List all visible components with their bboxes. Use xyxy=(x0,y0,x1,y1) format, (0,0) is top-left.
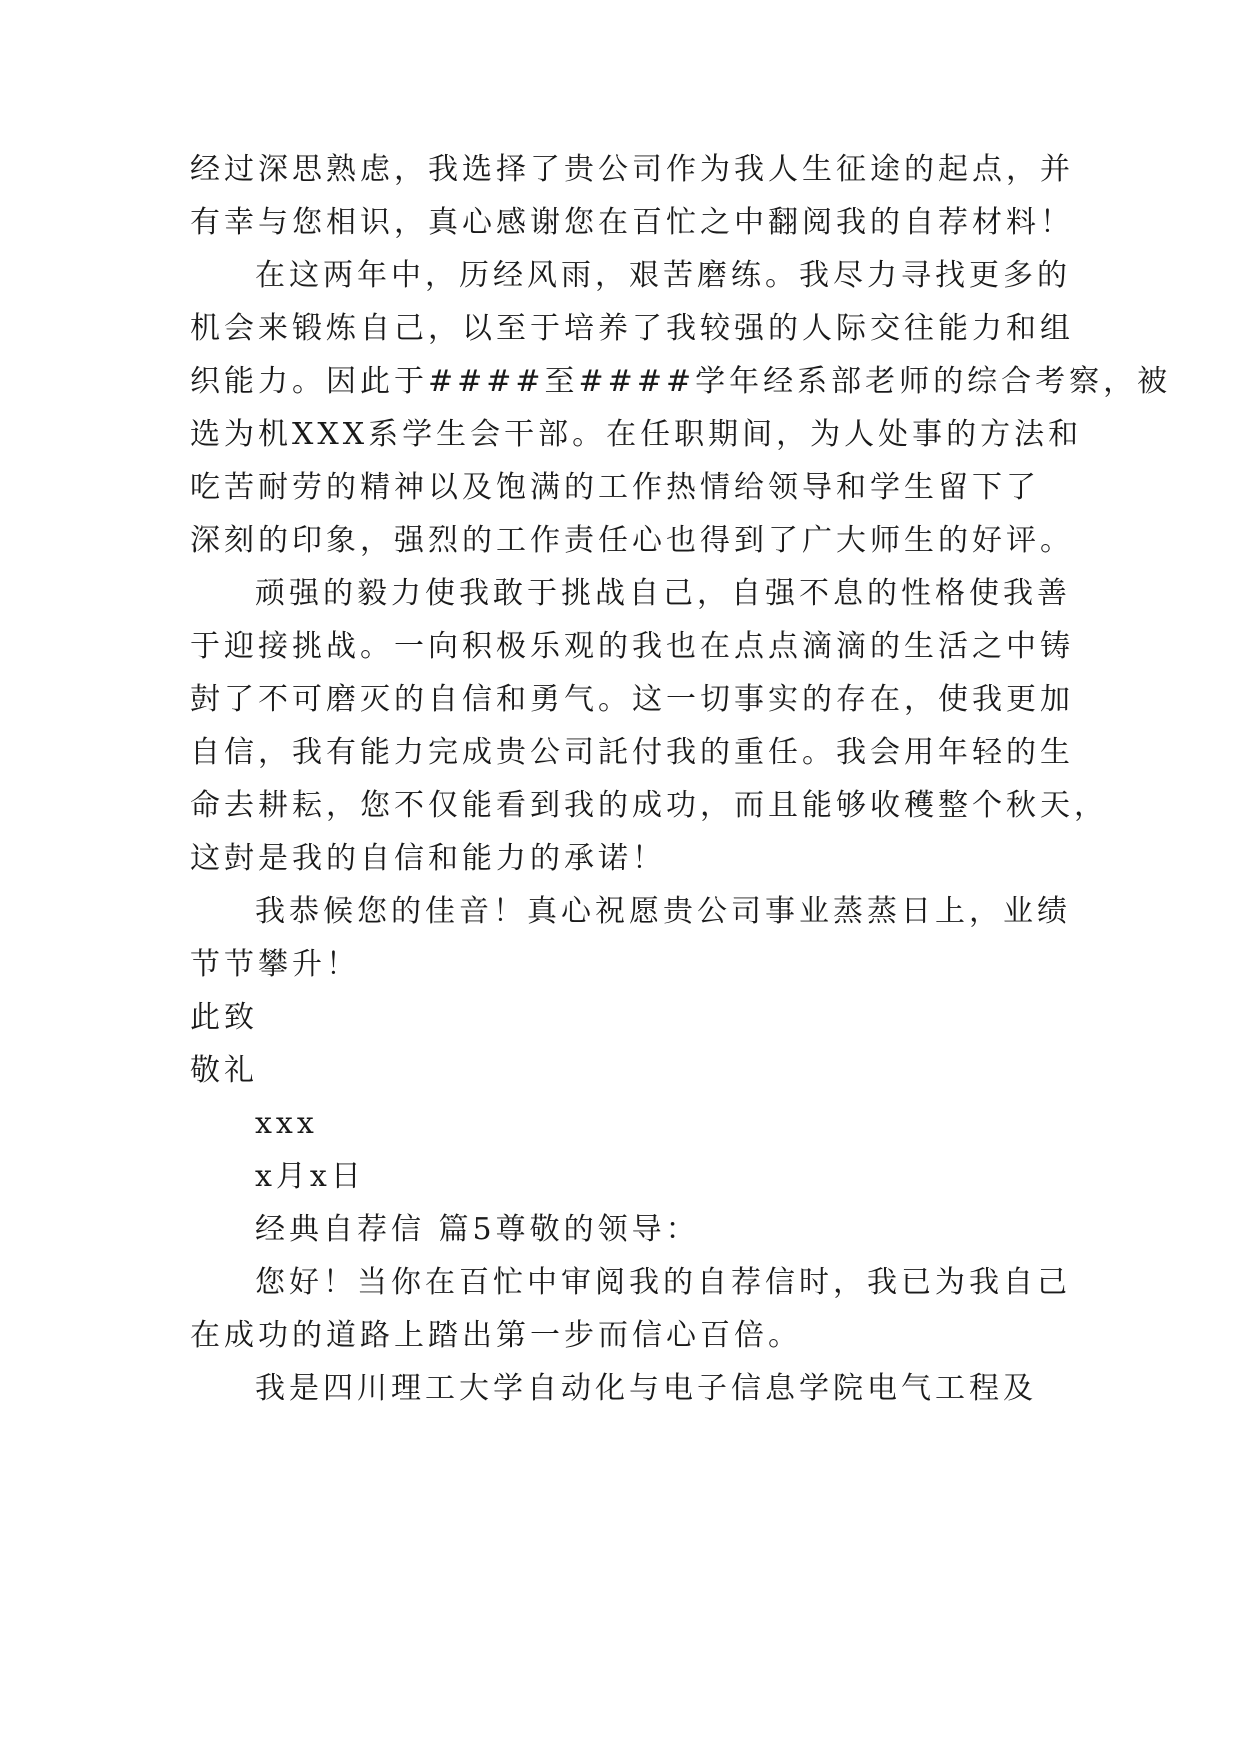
text-line: 命去耕耘，您不仅能看到我的成功，而且能够收穫整个秋天， xyxy=(190,788,1108,823)
signature-date: x月x日 xyxy=(255,1159,365,1194)
text-line: 选为机XXX系学生会干部。在任职期间，为人处事的方法和 xyxy=(190,417,1083,452)
closing-salutation: 此致 xyxy=(190,1000,258,1035)
signature-name: xxx xyxy=(255,1106,318,1141)
paragraph-start-line: 我是四川理工大学自动化与电子信息学院电气工程及 xyxy=(255,1371,1037,1406)
text-line: 尌了不可磨灭的自信和勇气。这一切事实的存在，使我更加 xyxy=(190,682,1074,717)
closing-regards: 敬礼 xyxy=(190,1053,258,1088)
paragraph-start-line: 在这两年中，历经风雨，艰苦磨练。我尽力寻找更多的 xyxy=(255,258,1071,293)
text-line: 经过深思熟虑，我选择了贵公司作为我人生征途的起点，并 xyxy=(190,152,1074,187)
text-line: 这尌是我的自信和能力的承诺！ xyxy=(190,841,666,876)
text-line: 节节攀升！ xyxy=(190,947,360,982)
text-line: 机会来锻炼自己，以至于培养了我较强的人际交往能力和组 xyxy=(190,311,1074,346)
text-line: 于迎接挑战。一向积极乐观的我也在点点滴滴的生活之中铸 xyxy=(190,629,1074,664)
text-line: 在成功的道路上踏出第一步而信心百倍。 xyxy=(190,1318,802,1353)
paragraph-start-line: 顽强的毅力使我敢于挑战自己，自强不息的性格使我善 xyxy=(255,576,1071,611)
text-line: 深刻的印象，强烈的工作责任心也得到了广大师生的好评。 xyxy=(190,523,1074,558)
text-line: 自信，我有能力完成贵公司託付我的重任。我会用年轻的生 xyxy=(190,735,1074,770)
text-line: 有幸与您相识，真心感谢您在百忙之中翻阅我的自荐材料！ xyxy=(190,205,1074,240)
text-line: 吃苦耐劳的精神以及饱满的工作热情给领导和学生留下了 xyxy=(190,470,1040,505)
text-line: 织能力。因此于####至####学年经系部老师的综合考察，被 xyxy=(190,364,1172,399)
section-heading: 经典自荐信 篇5尊敬的领导： xyxy=(255,1212,700,1247)
paragraph-start-line: 您好！当你在百忙中审阅我的自荐信时，我已为我自己 xyxy=(255,1265,1071,1300)
paragraph-start-line: 我恭候您的佳音！真心祝愿贵公司事业蒸蒸日上，业绩 xyxy=(255,894,1071,929)
